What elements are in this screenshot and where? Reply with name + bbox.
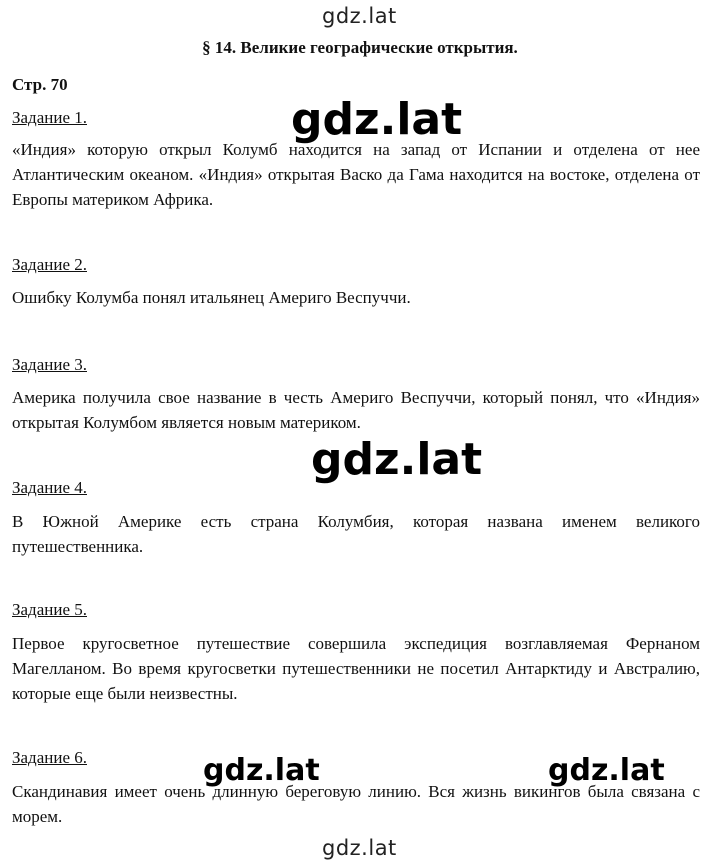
task-3-heading: Задание 3. bbox=[12, 355, 87, 374]
task-5-heading: Задание 5. bbox=[12, 600, 87, 619]
page-reference: Стр. 70 bbox=[12, 75, 68, 94]
task-1-text: «Индия» которую открыл Колумб находится на запад от Испании и отделена от нее Атлантическим океаном. «Индия» открытая Васко да Гама находится на востоке, отделена от Европы материком Африка. bbox=[12, 140, 700, 209]
document-title: § 14. Великие географические открытия. bbox=[202, 38, 518, 57]
task-3-text: Америка получила свое название в честь Америго Веспуччи, который понял, что «Индия» открытая Колумбом является новым материком. bbox=[12, 388, 700, 432]
task-1-heading: Задание 1. bbox=[12, 108, 87, 127]
task-2-text: Ошибку Колумба понял итальянец Америго Веспуччи. bbox=[12, 288, 411, 307]
watermark-bottom: gdz.lat bbox=[322, 836, 397, 860]
task-4-text: В Южной Америке есть страна Колумбия, которая названа именем великого путешественника. bbox=[12, 512, 700, 556]
watermark-medium-1: gdz.lat bbox=[203, 753, 320, 788]
watermark-medium-2: gdz.lat bbox=[548, 753, 665, 788]
task-2-heading: Задание 2. bbox=[12, 255, 87, 274]
watermark-large-1: gdz.lat bbox=[291, 94, 463, 145]
task-6-text: Скандинавия имеет очень длинную береговую линию. Вся жизнь викингов была связана с морем. bbox=[12, 782, 700, 826]
task-4-heading: Задание 4. bbox=[12, 478, 87, 497]
task-6-heading: Задание 6. bbox=[12, 748, 87, 767]
task-5-text: Первое кругосветное путешествие совершила экспедиция возглавляемая Фернаном Магелланом. Во время кругосветки путешественники не посетил Антарктиду и Австралию, которые еще были неизвестны. bbox=[12, 634, 700, 703]
watermark-top: gdz.lat bbox=[322, 4, 397, 28]
watermark-large-2: gdz.lat bbox=[311, 434, 483, 485]
